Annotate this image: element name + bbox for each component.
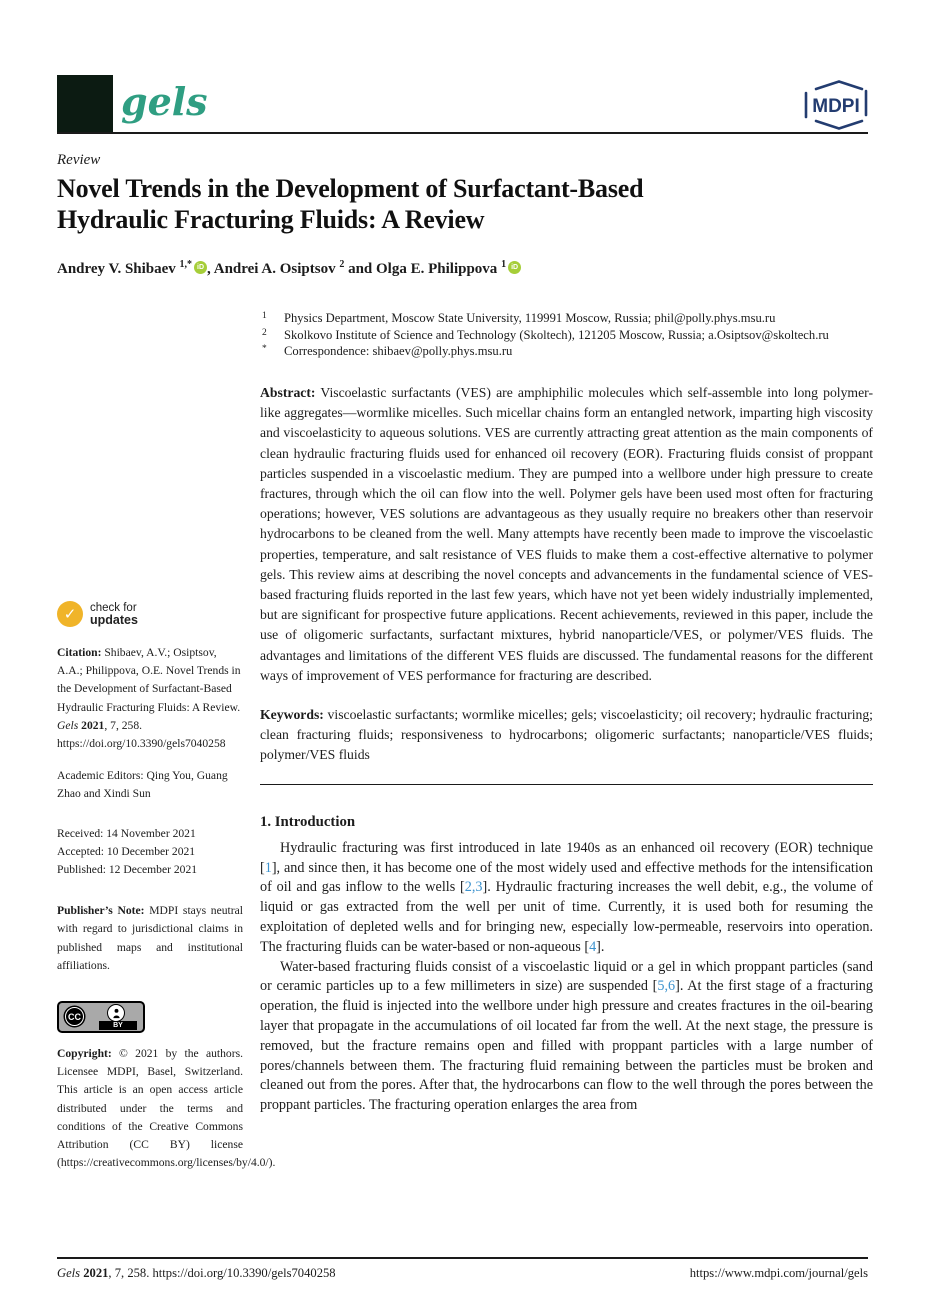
- abstract: [260, 383, 873, 686]
- author-name: Olga E. Philippova: [376, 261, 498, 277]
- authors-line: Andrey V. Shibaev $^{1,*}$ iD , Andrei A. Osiptsov $^2$ and Olga E. Philippova $^1$ iD: [57, 259, 817, 278]
- header-divider: [57, 132, 868, 134]
- intro-paragraph-1: Hydraulic fracturing was first introduced in late 1940s as an enhanced oil recovery (EOR) technique [1], and since then, it has become one of the most widely used and effective methods for the intensification of oil and gas inflow to the wells [2,3]. Hydraulic fracturing increases the well debit, e.g., the volume of liquid or gas extracted from the well per unit of time. Currently, it is used both for resuming the exploitation of depleted wells and for bringing new, especially low-permeable, reservoirs into operation. The fracturing fluids can be water-based or non-aqueous [4].: [260, 839, 873, 955]
- intro-paragraph-2: Water-based fracturing fluids consist of a viscoelastic liquid or a gel in which proppant particles (sand or ceramic particles up to a few millimeters in size) are suspended [5,6]. At the first stage of a fracturing operation, the fluid is injected into the wellbore under high pressure and creates fractures in the oil-bearing layer that propagate in the accumulations of oil located far from the well. At the next stage, the pressure is removed, but the fracture remains open and filled with proppant particles with a large number of pores/channels between them. The fracturing fluid remaining between the particles must be broken and cleaned out from the pores. After that, the hydrocarbons can flow to the well through the pores between the proppant particles. The fracturing operation enlarges the area from: [260, 958, 873, 1114]
- reference-link[interactable]: 5,6: [657, 978, 676, 995]
- cc-icon: CC: [65, 1007, 84, 1026]
- author-affiliation-sup: 2: [339, 259, 345, 270]
- check-updates-line1: check for: [90, 601, 137, 614]
- mdpi-logo-icon[interactable]: [802, 80, 870, 130]
- author-affiliation-sup: 1,*: [179, 259, 193, 270]
- footer-journal-url[interactable]: https://www.mdpi.com/journal/gels: [689, 1266, 868, 1280]
- reference-link[interactable]: 2,3: [464, 879, 483, 896]
- publisher-note: Publisher’s Note: MDPI stays neutral with regard to jurisdictional claims in published maps and institutional affiliations.: [57, 904, 243, 972]
- abstract-body-divider: [260, 784, 873, 785]
- section-heading-introduction: 1. Introduction: [260, 813, 356, 830]
- cc-by-license-badge[interactable]: [57, 1001, 145, 1033]
- journal-cover-logo: [57, 75, 113, 133]
- check-updates-line2: updates: [90, 612, 138, 627]
- received-date: Received: 14 November 2021: [57, 826, 196, 840]
- attribution-person-icon: [107, 1004, 125, 1022]
- check-icon: ✓: [57, 601, 83, 627]
- keywords: [260, 705, 873, 766]
- article-type-label: Review: [57, 152, 101, 168]
- orcid-icon[interactable]: iD: [194, 261, 207, 274]
- main-column: [260, 383, 873, 1116]
- footer-citation: Gels 2021, 7, 258. https://doi.org/10.3390/gels7040258: [57, 1266, 336, 1280]
- svg-text:MDPI: MDPI: [812, 96, 860, 117]
- page-footer: [57, 1266, 868, 1281]
- affiliation-row: 2 Skolkovo Institute of Science and Technology (Skoltech), 121205 Moscow, Russia; a.Osiptsov@skoltech.ru: [262, 327, 829, 342]
- author-affiliation-sup: 1: [501, 259, 507, 270]
- check-for-updates-button[interactable]: [57, 601, 187, 627]
- sidebar-metadata: [57, 601, 276, 1172]
- citation-note: Citation: Shibaev, A.V.; Osiptsov, A.A.; Philippova, O.E. Novel Trends in the Development of Surfactant-Based Hydraulic Fracturing Fluids: A Review. Gels 2021, 7, 258. https://doi.org/10.3390/gels7040258: [57, 646, 241, 751]
- keywords-text: viscoelastic surfactants; wormlike micelles; gels; viscoelasticity; oil recovery; hydraulic fracturing; clean fracturing fluids; responsiveness to hydrocarbons; oligomeric surfactants; nanoparticle/VES fluids; polymer/VES fluids: [260, 707, 873, 763]
- published-date: Published: 12 December 2021: [57, 863, 198, 877]
- journal-wordmark: gels: [121, 79, 208, 124]
- reference-link[interactable]: 4: [589, 938, 597, 955]
- abstract-label: Abstract:: [260, 385, 316, 400]
- affiliation-row: 1 Physics Department, Moscow State University, 119991 Moscow, Russia; phil@polly.phys.msu.ru: [262, 311, 776, 325]
- academic-editors: Academic Editors: Qing You, Guang Zhao and Xindi Sun: [57, 769, 228, 801]
- reference-link[interactable]: 1: [264, 859, 272, 876]
- abstract-text: Viscoelastic surfactants (VES) are amphiphilic molecules which self-assemble into long polymer-like aggregates—wormlike micelles. Such micellar chains form an entangled network, imparting high viscosity and viscoelasticity to aqueous solutions. VES are currently attracting great attention as the main components of clean hydraulic fracturing fluids used for enhanced oil recovery (EOR). Fracturing fluids consist of proppant particles suspended in a viscoelastic medium. They are pumped into a wellbore under high pressure to create fractures, through which the oil can flow into the well. Polymer gels have been used most often for fracturing operations; however, VES solutions are advantageous as they usually require no breakers other than reservoir hydrocarbons to be cleaned from the well. Many attempts have recently been made to improve the viscoelastic properties, temperature, and salt resistance of VES fluids to make them a cost-effective alternative to polymer gels. This review aims at describing the novel concepts and advancements in the fundamental science of VES-based fracturing fluids reported in the last few years, which have not yet been widely industrially implemented, but are significant for prospective future applications. Recent achievements, reviewed in this paper, include the use of oligomeric surfactants, surfactant mixtures, hybrid nanoparticle/VES, or polymer/VES fluids. The advantages and limitations of the different VES fluids are discussed. The fundamental reasons for the different ways of improvement of VES performance for fracturing are described.: [260, 385, 873, 683]
- accepted-date: Accepted: 10 December 2021: [57, 844, 196, 858]
- article-dates: [57, 825, 243, 880]
- footer-divider: [57, 1257, 868, 1259]
- copyright-note: Copyright: © 2021 by the authors. Licensee MDPI, Basel, Switzerland. This article is an open access article distributed under the terms and conditions of the Creative Commons Attribution (CC BY) license (https://creativecommons.org/licenses/by/4.0/).: [57, 1047, 276, 1170]
- author-name: Andrei A. Osiptsov: [213, 261, 336, 277]
- by-label: BY: [99, 1021, 137, 1030]
- affiliations-list: [262, 310, 880, 360]
- keywords-label: Keywords:: [260, 707, 324, 723]
- author-name: Andrey V. Shibaev: [57, 261, 176, 277]
- orcid-icon[interactable]: iD: [508, 261, 521, 274]
- page-title: Novel Trends in the Development of Surfactant-Based Hydraulic Fracturing Fluids: A Review: [57, 174, 644, 234]
- affiliation-row: * Correspondence: shibaev@polly.phys.msu.ru: [262, 344, 513, 359]
